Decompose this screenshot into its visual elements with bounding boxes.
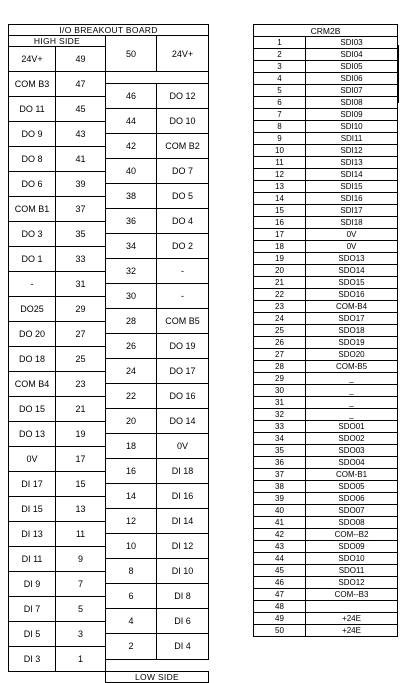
table-row: [254, 229, 398, 241]
crm2b-signal: +24E: [306, 613, 398, 625]
crm2b-pin-number: 34: [254, 433, 306, 445]
crm2b-pin-number: 5: [254, 85, 306, 97]
table-row: [254, 553, 398, 565]
pin-signal-even: DI 10: [157, 559, 209, 584]
pin-number-even: 22: [106, 384, 157, 409]
pin-number-even: 14: [106, 484, 157, 509]
pin-signal-odd: COM B3: [9, 72, 56, 97]
crm2b-signal: COM--B2: [306, 529, 398, 541]
crm2b-table: [253, 24, 398, 637]
pin-signal-even: DI 14: [157, 509, 209, 534]
table-row: [254, 397, 398, 409]
crm2b-signal: SDO11: [306, 565, 398, 577]
crm2b-pin-number: 2: [254, 49, 306, 61]
table-row: [254, 373, 398, 385]
low-side-label: LOW SIDE: [106, 672, 209, 683]
side-bracket-mark: [397, 45, 399, 103]
crm2b-pin-number: 41: [254, 517, 306, 529]
pin-signal-even: COM B2: [157, 134, 209, 159]
crm2b-pin-number: 37: [254, 469, 306, 481]
table-row: [254, 481, 398, 493]
table-row: [254, 577, 398, 589]
pin-signal-odd: DI 3: [9, 647, 56, 672]
pin-number-even: 32: [106, 259, 157, 284]
pin-signal-even: DO 17: [157, 359, 209, 384]
pin-signal-odd: DI 5: [9, 622, 56, 647]
crm2b-signal: SDO03: [306, 445, 398, 457]
table-row: [254, 457, 398, 469]
pin-number-odd: 29: [56, 297, 106, 322]
table-row: [254, 301, 398, 313]
crm2b-signal: COM-B1: [306, 469, 398, 481]
crm2b-signal: SDI04: [306, 49, 398, 61]
crm2b-pin-number: 42: [254, 529, 306, 541]
pin-signal-even: -: [157, 259, 209, 284]
crm2b-pin-number: 29: [254, 373, 306, 385]
table-row: [254, 169, 398, 181]
crm2b-pin-number: 9: [254, 133, 306, 145]
crm2b-signal: COM-B4: [306, 301, 398, 313]
table-row: [254, 97, 398, 109]
pin-number-odd: 15: [56, 472, 106, 497]
table-row: [254, 61, 398, 73]
crm2b-signal: _: [306, 385, 398, 397]
crm2b-pin-number: 50: [254, 625, 306, 637]
pin-number-odd: 45: [56, 97, 106, 122]
table-row: [254, 325, 398, 337]
crm2b-signal: SDO05: [306, 481, 398, 493]
crm2b-signal: SDI06: [306, 73, 398, 85]
crm2b-pin-number: 43: [254, 541, 306, 553]
crm2b-signal: SDO14: [306, 265, 398, 277]
table-row: [254, 193, 398, 205]
table-row: [254, 121, 398, 133]
pin-number-even: 38: [106, 184, 157, 209]
crm2b-pin-number: 40: [254, 505, 306, 517]
pin-number-odd: 39: [56, 172, 106, 197]
pin-signal-odd: DO 1: [9, 247, 56, 272]
crm2b-pin-number: 27: [254, 349, 306, 361]
table-row: [254, 133, 398, 145]
crm2b-signal: SDO15: [306, 277, 398, 289]
crm2b-pin-number: 33: [254, 421, 306, 433]
crm2b-pin-number: 23: [254, 301, 306, 313]
crm2b-signal: SDI12: [306, 145, 398, 157]
crm2b-pin-number: 25: [254, 325, 306, 337]
crm2b-signal: _: [306, 397, 398, 409]
crm2b-signal: SDO02: [306, 433, 398, 445]
crm2b-pin-number: 49: [254, 613, 306, 625]
table-row: [254, 385, 398, 397]
crm2b-signal: SDO08: [306, 517, 398, 529]
pin-number-even: 2: [106, 634, 157, 660]
pin-number-even: 46: [106, 84, 157, 109]
crm2b-pin-number: 21: [254, 277, 306, 289]
pin-signal-odd: DI 9: [9, 572, 56, 597]
pin-signal-odd: COM B1: [9, 197, 56, 222]
crm2b-signal: SDI14: [306, 169, 398, 181]
pin-number-odd: 43: [56, 122, 106, 147]
pin-number-odd: 5: [56, 597, 106, 622]
crm2b-pin-number: 17: [254, 229, 306, 241]
crm2b-pin-number: 48: [254, 601, 306, 613]
pin-number-odd: 47: [56, 72, 106, 97]
crm2b-pin-number: 22: [254, 289, 306, 301]
crm2b-pin-number: 32: [254, 409, 306, 421]
pin-signal-odd: DO 11: [9, 97, 56, 122]
table-row: [254, 493, 398, 505]
pin-number-odd: 13: [56, 497, 106, 522]
pin-signal-even: DO 16: [157, 384, 209, 409]
pin-signal-odd: DI 7: [9, 597, 56, 622]
pin-number-even: 20: [106, 409, 157, 434]
table-row: [254, 205, 398, 217]
pin-signal-odd: DO 20: [9, 322, 56, 347]
pin-signal-odd: DO 8: [9, 147, 56, 172]
pin-number-even: 30: [106, 284, 157, 309]
crm2b-pin-number: 14: [254, 193, 306, 205]
table-row: [254, 289, 398, 301]
pin-signal-even: DO 5: [157, 184, 209, 209]
pin-number-odd: 11: [56, 522, 106, 547]
crm2b-pin-number: 1: [254, 37, 306, 49]
pin-number-even: 50: [106, 36, 157, 72]
pin-signal-even: DO 4: [157, 209, 209, 234]
crm2b-pin-number: 16: [254, 217, 306, 229]
pin-signal-odd: DI 15: [9, 497, 56, 522]
pin-number-even: 12: [106, 509, 157, 534]
crm2b-signal: _: [306, 409, 398, 421]
pin-signal-even: DO 12: [157, 84, 209, 109]
table-row: [254, 361, 398, 373]
pin-signal-even: DO 7: [157, 159, 209, 184]
crm2b-signal: SDI07: [306, 85, 398, 97]
pin-signal-odd: DO 9: [9, 122, 56, 147]
crm2b-pin-number: 10: [254, 145, 306, 157]
crm2b-pin-number: 19: [254, 253, 306, 265]
table-row: [254, 349, 398, 361]
pin-number-odd: 33: [56, 247, 106, 272]
crm2b-signal: SDI08: [306, 97, 398, 109]
table-row: [254, 421, 398, 433]
crm2b-signal: SDO18: [306, 325, 398, 337]
pin-signal-odd: DI 13: [9, 522, 56, 547]
crm2b-signal: SDO12: [306, 577, 398, 589]
crm2b-pin-number: 4: [254, 73, 306, 85]
table-row: [254, 265, 398, 277]
pin-signal-even: DO 19: [157, 334, 209, 359]
table-row: [254, 505, 398, 517]
pin-signal-odd: DI 17: [9, 472, 56, 497]
pin-number-odd: 1: [56, 647, 106, 672]
crm2b-signal: COM--B3: [306, 589, 398, 601]
crm2b-signal: SDO20: [306, 349, 398, 361]
crm2b-pin-number: 8: [254, 121, 306, 133]
pin-number-odd: 31: [56, 272, 106, 297]
pin-number-even: 36: [106, 209, 157, 234]
table-row: [254, 541, 398, 553]
crm2b-pin-number: 26: [254, 337, 306, 349]
pin-signal-even: DI 6: [157, 609, 209, 634]
table-row: [254, 49, 398, 61]
crm2b-pin-number: 38: [254, 481, 306, 493]
table-row: [254, 157, 398, 169]
pin-number-even: 18: [106, 434, 157, 459]
pin-number-even: 16: [106, 459, 157, 484]
pin-signal-odd: DO 15: [9, 397, 56, 422]
crm2b-signal: SDI13: [306, 157, 398, 169]
pin-signal-odd: 24V+: [9, 47, 56, 72]
crm2b-pin-number: 30: [254, 385, 306, 397]
pin-number-odd: 25: [56, 347, 106, 372]
crm2b-pin-number: 13: [254, 181, 306, 193]
crm2b-pin-number: 47: [254, 589, 306, 601]
pin-signal-even: DI 8: [157, 584, 209, 609]
pin-number-even: 34: [106, 234, 157, 259]
crm2b-signal: 0V: [306, 229, 398, 241]
pin-number-even: 8: [106, 559, 157, 584]
pin-number-odd: 49: [56, 47, 106, 72]
crm2b-signal: SDI11: [306, 133, 398, 145]
pin-number-odd: 35: [56, 222, 106, 247]
crm2b-pin-number: 3: [254, 61, 306, 73]
table-row: [254, 73, 398, 85]
crm2b-signal: SDO04: [306, 457, 398, 469]
pin-number-even: 10: [106, 534, 157, 559]
crm2b-pin-number: 35: [254, 445, 306, 457]
crm2b-signal: SDI10: [306, 121, 398, 133]
pin-signal-even: DO 10: [157, 109, 209, 134]
empty-cell: [9, 672, 106, 683]
io-board-title: I/O BREAKOUT BOARD: [9, 25, 209, 36]
table-row: [254, 529, 398, 541]
table-row: [254, 565, 398, 577]
pin-signal-even: DI 16: [157, 484, 209, 509]
io-breakout-board-table: [8, 24, 209, 683]
pin-signal-odd: COM B4: [9, 372, 56, 397]
table-row: [254, 601, 398, 613]
crm2b-signal: SDO17: [306, 313, 398, 325]
crm2b-signal: SDI17: [306, 205, 398, 217]
table-row: [254, 145, 398, 157]
pin-number-even: 40: [106, 159, 157, 184]
crm2b-signal: SDI15: [306, 181, 398, 193]
table-row: [254, 517, 398, 529]
crm2b-signal: [306, 601, 398, 613]
crm2b-signal: SDI05: [306, 61, 398, 73]
crm2b-signal: SDO13: [306, 253, 398, 265]
pin-signal-even: 24V+: [157, 36, 209, 72]
crm2b-signal: _: [306, 373, 398, 385]
table-row: [254, 37, 398, 49]
pin-number-odd: 17: [56, 447, 106, 472]
crm2b-signal: SDI09: [306, 109, 398, 121]
crm2b-signal: +24E: [306, 625, 398, 637]
pin-number-even: 4: [106, 609, 157, 634]
pin-number-odd: 3: [56, 622, 106, 647]
table-row: [254, 337, 398, 349]
crm2b-pin-number: 44: [254, 553, 306, 565]
table-row: [254, 109, 398, 121]
pin-signal-even: -: [157, 284, 209, 309]
pin-number-even: 44: [106, 109, 157, 134]
crm2b-pin-number: 24: [254, 313, 306, 325]
pin-signal-odd: DO25: [9, 297, 56, 322]
table-row: [254, 313, 398, 325]
pin-signal-even: DO 2: [157, 234, 209, 259]
pin-number-odd: 23: [56, 372, 106, 397]
crm2b-signal: SDO09: [306, 541, 398, 553]
table-row: [254, 241, 398, 253]
pin-number-even: 26: [106, 334, 157, 359]
pin-number-even: 28: [106, 309, 157, 334]
pin-number-odd: 27: [56, 322, 106, 347]
table-row: [254, 625, 398, 637]
table-row: [254, 181, 398, 193]
crm2b-pin-number: 28: [254, 361, 306, 373]
crm2b-pin-number: 6: [254, 97, 306, 109]
pin-signal-even: DO 14: [157, 409, 209, 434]
table-row: [254, 445, 398, 457]
pin-signal-odd: DO 6: [9, 172, 56, 197]
table-row: [254, 433, 398, 445]
pin-number-odd: 21: [56, 397, 106, 422]
table-row: [254, 613, 398, 625]
crm2b-pin-number: 39: [254, 493, 306, 505]
pin-number-odd: 9: [56, 547, 106, 572]
crm2b-pin-number: 7: [254, 109, 306, 121]
crm2b-signal: SDI18: [306, 217, 398, 229]
table-row: [254, 469, 398, 481]
pin-number-odd: 37: [56, 197, 106, 222]
crm2b-signal: SDO19: [306, 337, 398, 349]
crm2b-pin-number: 36: [254, 457, 306, 469]
crm2b-signal: 0V: [306, 241, 398, 253]
crm2b-pin-number: 46: [254, 577, 306, 589]
pin-signal-even: COM B5: [157, 309, 209, 334]
crm2b-signal: SDI03: [306, 37, 398, 49]
table-row: [254, 253, 398, 265]
crm2b-signal: SDO16: [306, 289, 398, 301]
crm2b-pin-number: 31: [254, 397, 306, 409]
pin-number-even: 24: [106, 359, 157, 384]
crm2b-pin-number: 20: [254, 265, 306, 277]
pin-signal-odd: DO 3: [9, 222, 56, 247]
crm2b-pin-number: 12: [254, 169, 306, 181]
crm2b-pin-number: 18: [254, 241, 306, 253]
table-row: [254, 589, 398, 601]
crm2b-signal: SDO10: [306, 553, 398, 565]
table-row: [254, 277, 398, 289]
pin-signal-odd: -: [9, 272, 56, 297]
crm2b-pin-number: 45: [254, 565, 306, 577]
table-row: [254, 409, 398, 421]
pin-signal-even: 0V: [157, 434, 209, 459]
pin-signal-even: DI 18: [157, 459, 209, 484]
pin-signal-odd: 0V: [9, 447, 56, 472]
table-row: [254, 85, 398, 97]
crm2b-pin-number: 11: [254, 157, 306, 169]
pin-number-odd: 19: [56, 422, 106, 447]
pin-number-odd: 41: [56, 147, 106, 172]
crm2b-signal: SDO07: [306, 505, 398, 517]
table-row: [254, 217, 398, 229]
pin-signal-even: DI 12: [157, 534, 209, 559]
high-side-label: HIGH SIDE: [9, 36, 106, 47]
crm2b-signal: SDO06: [306, 493, 398, 505]
pin-number-even: 6: [106, 584, 157, 609]
crm2b-signal: SDI16: [306, 193, 398, 205]
pin-number-even: 42: [106, 134, 157, 159]
pin-number-odd: 7: [56, 572, 106, 597]
pin-signal-odd: DO 18: [9, 347, 56, 372]
crm2b-signal: COM-B5: [306, 361, 398, 373]
pin-signal-odd: DI 11: [9, 547, 56, 572]
crm2b-signal: SDO01: [306, 421, 398, 433]
pin-signal-odd: DO 13: [9, 422, 56, 447]
pin-signal-even: DI 4: [157, 634, 209, 660]
crm2b-title: CRM2B: [254, 25, 398, 37]
crm2b-pin-number: 15: [254, 205, 306, 217]
